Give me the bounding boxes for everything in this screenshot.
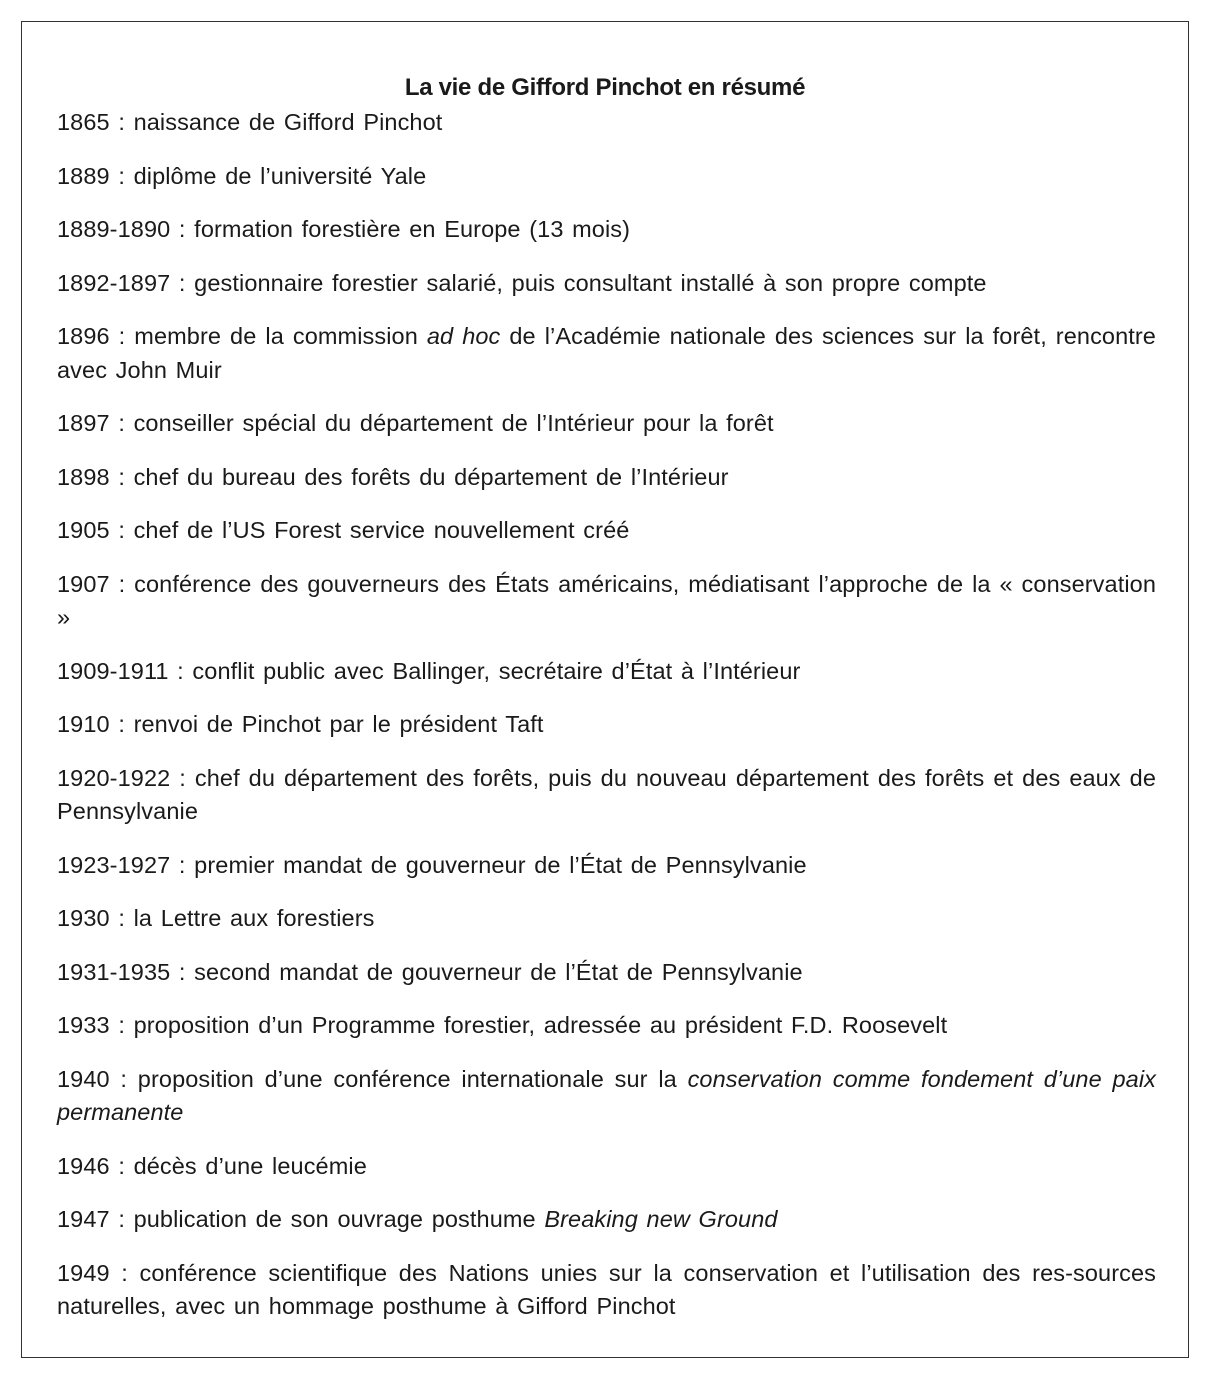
entry-text: : gestionnaire forestier salarié, puis consultant installé à son propre compte [170, 269, 987, 296]
entry-year: 1920-1922 [57, 764, 171, 791]
entry-year: 1940 [57, 1065, 110, 1092]
timeline-entry [57, 956, 1156, 990]
entry-year: 1923-1927 [57, 851, 171, 878]
timeline-entry [57, 106, 1156, 140]
entry-year: 1889-1890 [57, 216, 171, 242]
entry-year: 1931-1935 [57, 958, 171, 985]
entry-year: 1907 [57, 570, 110, 597]
box-title: La vie de Gifford Pinchot en résumé [404, 74, 806, 101]
timeline-entry [57, 461, 1156, 495]
entry-year: 1933 [57, 1012, 110, 1038]
entry-text: : décès d’une leucémie [109, 1152, 367, 1179]
entry-text: : premier mandat de gouverneur de l’État de Pennsylvanie [170, 851, 807, 878]
entry-text: : publication de son ouvrage posthume [109, 1206, 545, 1232]
entry-text-italic: Breaking new Ground [544, 1206, 778, 1232]
timeline-entry [57, 1203, 1156, 1237]
entry-year: 1930 [57, 905, 110, 931]
entry-text: de l’Académie nationale des sciences sur la forêt, rencontre avec John Muir [57, 323, 1156, 383]
timeline-entry [57, 655, 1156, 689]
entry-year: 1896 [57, 323, 110, 349]
timeline-entry [57, 902, 1156, 936]
entry-text: : chef du bureau des forêts du département de l’Intérieur [109, 463, 729, 490]
entry-text: : conseiller spécial du département de l’Intérieur pour la forêt [109, 410, 774, 436]
entry-text: : conférence scientifique des Nations unies sur la conservation et l’utilisation des res-sources naturelles, avec un hommage posthume à Gifford Pinchot [57, 1259, 1156, 1319]
entry-text: : conférence des gouverneurs des États américains, médiatisant l’approche de la « conservation » [57, 570, 1156, 630]
entry-text: : diplôme de l’université Yale [109, 162, 427, 189]
timeline-entry [57, 320, 1156, 387]
entry-text: : membre de la commission [109, 323, 427, 349]
entry-text: : formation forestière en Europe (13 mois) [170, 216, 631, 242]
entry-year: 1897 [57, 410, 110, 436]
timeline-entry [57, 514, 1156, 548]
timeline-entry [57, 407, 1156, 441]
entry-text: : second mandat de gouverneur de l’État de Pennsylvanie [170, 958, 803, 985]
entry-year: 1905 [57, 517, 110, 543]
timeline-entry [57, 213, 1156, 247]
entry-text: : chef de l’US Forest service nouvellement créé [109, 517, 630, 543]
entry-text: : chef du département des forêts, puis du nouveau département des forêts et des eaux de Pennsylvanie [57, 764, 1156, 824]
entry-text: : naissance de Gifford Pinchot [109, 109, 443, 135]
timeline-entry [57, 708, 1156, 742]
entry-year: 1889 [57, 162, 110, 189]
timeline-entry [57, 1063, 1156, 1130]
entry-year: 1898 [57, 463, 110, 490]
entry-text: : renvoi de Pinchot par le président Taft [109, 711, 544, 737]
timeline-entry [57, 160, 1156, 194]
timeline-entry [57, 1009, 1156, 1043]
timeline-entry [57, 762, 1156, 829]
entry-year: 1865 [57, 109, 110, 135]
timeline-list [57, 106, 1156, 1344]
timeline-entry [57, 1150, 1156, 1184]
entry-text: : proposition d’un Programme forestier, adressée au président F.D. Roosevelt [109, 1012, 948, 1038]
entry-text-italic: conservation comme fondement d’une paix permanente [57, 1065, 1156, 1125]
entry-text-italic: ad hoc [426, 323, 501, 349]
entry-year: 1946 [57, 1152, 110, 1179]
entry-text: : conflit public avec Ballinger, secrétaire d’État à l’Intérieur [168, 657, 801, 684]
entry-year: 1947 [57, 1206, 110, 1232]
entry-text: : proposition d’une conférence internationale sur la [109, 1065, 688, 1092]
summary-box [21, 21, 1189, 1358]
entry-year: 1949 [57, 1259, 110, 1286]
entry-text: : la Lettre aux forestiers [109, 905, 375, 931]
entry-year: 1892-1897 [57, 269, 171, 296]
entry-year: 1909-1911 [57, 657, 169, 684]
entry-year: 1910 [57, 711, 110, 737]
timeline-entry [57, 267, 1156, 301]
timeline-entry [57, 1257, 1156, 1324]
timeline-entry [57, 849, 1156, 883]
timeline-entry [57, 568, 1156, 635]
